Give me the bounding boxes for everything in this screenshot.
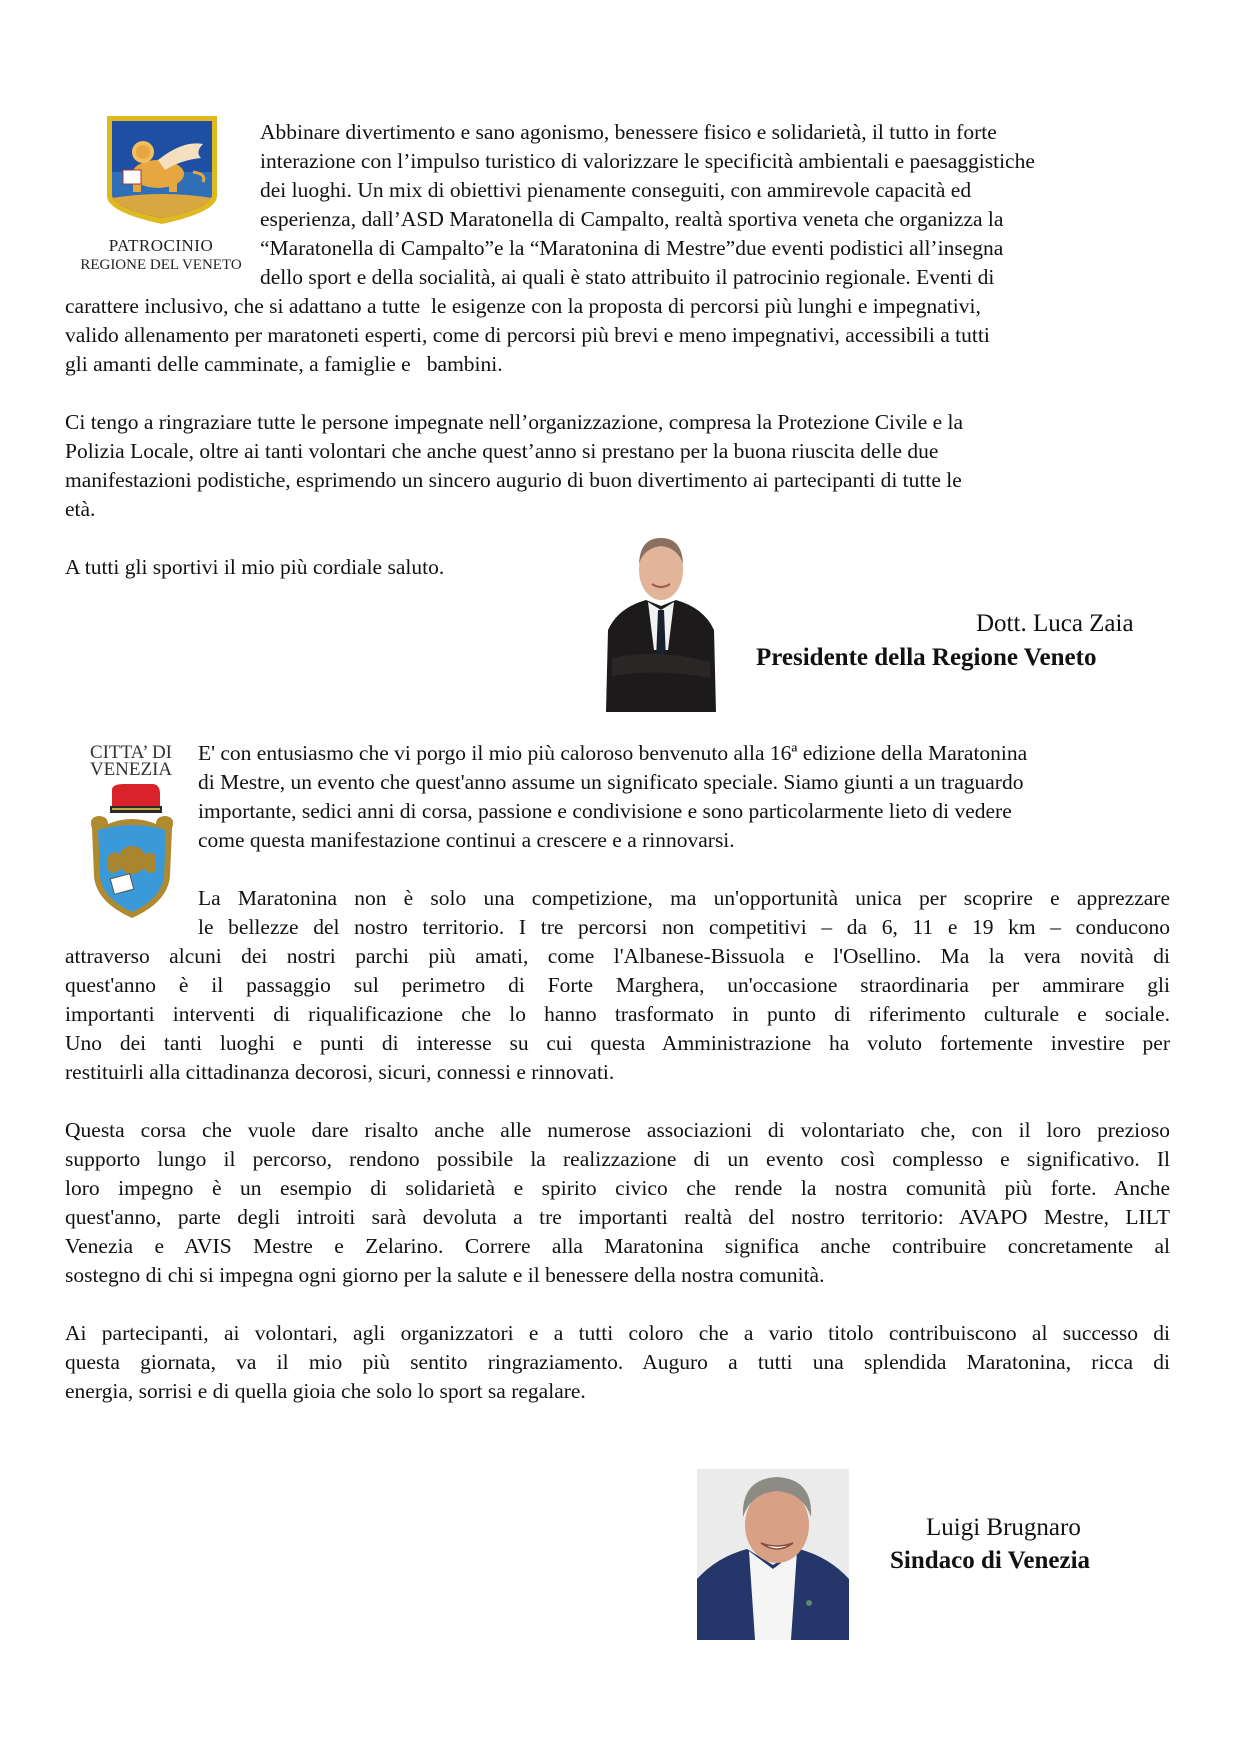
text-line: Abbinare divertimento e sano agonismo, benessere fisico e solidarietà, il tutto in forte [260,120,997,144]
text-line: E' con entusiasmo che vi porgo il mio più caloroso benvenuto alla 16ª edizione della Maratonina [198,741,1028,765]
text-line: Ci tengo a ringraziare tutte le persone impegnate nell’organizzazione, compresa la Protezione Civile e la [65,410,964,434]
text-line: importante, sedici anni di corsa, passione e condivisione e sono particolarmente lieto di vedere [198,799,1012,823]
text-line: questa giornata, va il mio più sentito ringraziamento. Auguro a tutti una splendida Maratonina, ricca di [65,1350,1170,1374]
text-line: energia, sorrisi e di quella gioia che solo lo sport sa regalare. [65,1379,586,1403]
text-line: interazione con l’impulso turistico di valorizzare le specificità ambientali e paesaggistiche [260,149,1035,173]
luigi-brugnaro-photo [697,1469,849,1640]
text-line: manifestazioni podistiche, esprimendo un sincero augurio di buon divertimento ai partecipanti di tutte le [65,468,962,492]
closing-greeting: A tutti gli sportivi il mio più cordiale saluto. [65,555,445,579]
text-line: quest'anno è il passaggio sul perimetro di Forte Marghera, un'occasione straordinaria per ammirare gli [65,973,1170,997]
regione-veneto-logo [72,104,250,274]
text-line: Ai partecipanti, ai volontari, agli organizzatori e a tutti coloro che a vario titolo contribuiscono al successo di [65,1321,1170,1345]
signatory-name: Luigi Brugnaro [926,1514,1081,1541]
text-line: La Maratonina non è solo una competizione, ma un'opportunità unica per scoprire e apprezzare [198,886,1170,910]
regione-veneto-label: REGIONE DEL VENETO [80,257,242,273]
signatory-role: Presidente della Regione Veneto [756,644,1097,671]
text-line: dei luoghi. Un mix di obiettivi pienamente conseguiti, con ammirevole capacità ed [260,178,972,202]
venezia-label: VENEZIA [89,759,173,780]
text-line: Venezia e AVIS Mestre e Zelarino. Correre alla Maratonina significa anche contribuire concretamente al [65,1234,1170,1258]
text-line: importanti interventi di riqualificazione che lo hanno trasformato in punto di riferimento culturale e sociale. [65,1002,1170,1026]
text-line: restituirli alla cittadinanza decorosi, sicuri, connessi e rinnovati. [65,1060,615,1084]
text-line: quest'anno, parte degli introiti sarà devoluta a tre importanti realtà del nostro territorio: AVAPO Mestre, LILT [65,1205,1170,1229]
text-line: loro impegno è un esempio di solidarietà e spirito civico che rende la nostra comunità più forte. Anche [65,1176,1170,1200]
text-line: Polizia Locale, oltre ai tanti volontari che anche quest’anno si prestano per la buona riuscita delle due [65,439,939,463]
text-line: valido allenamento per maratoneti esperti, come di percorsi più brevi e meno impegnativi, accessibili a tutti [65,323,990,347]
portrait-image [697,1469,849,1640]
signatory-name: Dott. Luca Zaia [976,610,1134,637]
signatory-role: Sindaco di Venezia [890,1547,1091,1574]
portrait-image [598,530,724,712]
text-line: “Maratonella di Campalto”e la “Maratonina di Mestre”due eventi podistici all’insegna [260,236,1004,260]
text-line: carattere inclusivo, che si adattano a tutte le esigenze con la proposta di percorsi più lunghi e impegnativi, [65,294,981,318]
citta-di-label: CITTA’ DI [89,742,173,763]
text-line: Questa corsa che vuole dare risalto anche alle numerose associazioni di volontariato che, con il loro prezioso [65,1118,1170,1142]
text-line: come questa manifestazione continui a crescere e a rinnovarsi. [198,828,735,852]
text-line: età. [65,497,96,521]
luca-zaia-photo [598,530,724,712]
text-line: dello sport e della socialità, ai quali è stato attribuito il patrocinio regionale. Eventi di [260,265,995,289]
venezia-coat-of-arms-icon [84,784,180,924]
citta-di-venezia-logo [72,740,190,930]
text-line: attraverso alcuni dei nostri parchi più amati, come l'Albanese-Bissuola e l'Osellino. Ma la vera novità di [65,944,1170,968]
text-line: di Mestre, un evento che quest'anno assume un significato speciale. Siamo giunti a un traguardo [198,770,1024,794]
text-line: esperienza, dall’ASD Maratonella di Campalto, realtà sportiva veneta che organizza la [260,207,1004,231]
text-line: gli amanti delle camminate, a famiglie e bambini. [65,352,503,376]
lion-of-saint-mark-shield-icon [103,112,221,228]
text-line: le bellezze del nostro territorio. I tre percorsi non competitivi – da 6, 11 e 19 km – conducono [198,915,1170,939]
text-line: sostegno di chi si impegna ogni giorno per la salute e il benessere della nostra comunità. [65,1263,825,1287]
text-line: supporto lungo il percorso, rendono possibile la realizzazione di un evento così complesso e significativo. Il [65,1147,1170,1171]
text-line: Uno dei tanti luoghi e punti di interesse su cui questa Amministrazione ha voluto fortemente investire per [65,1031,1170,1055]
patrocinio-label: PATROCINIO [108,236,214,255]
